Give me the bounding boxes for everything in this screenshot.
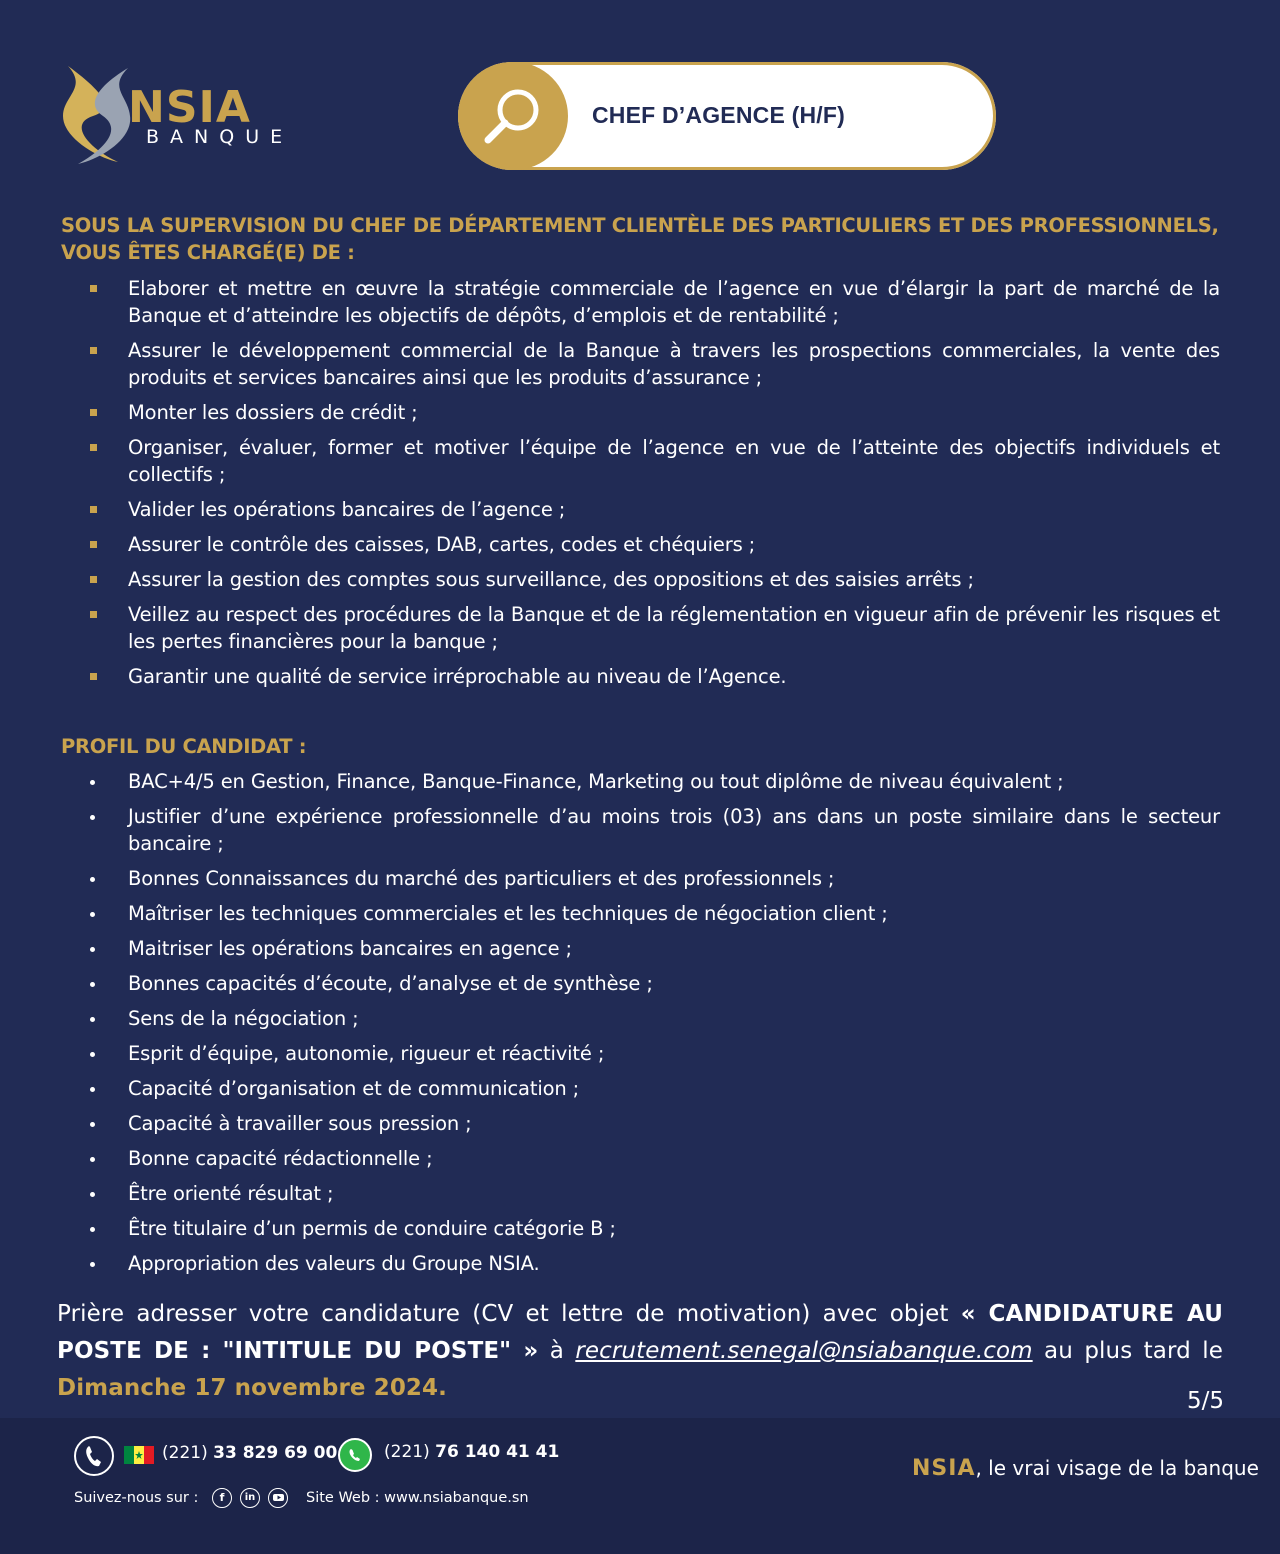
bullet-icon xyxy=(90,982,95,987)
list-item-text: Esprit d’équipe, autonomie, rigueur et réactivité ; xyxy=(128,1042,605,1065)
tagline-text: , le vrai visage de la banque xyxy=(975,1456,1259,1480)
page-number: 5/5 xyxy=(1186,1388,1224,1414)
bullet-icon xyxy=(90,506,97,513)
phone-prefix: (221) xyxy=(162,1443,214,1463)
list-item xyxy=(88,900,1220,927)
bullet-icon xyxy=(90,541,97,548)
footer xyxy=(0,1418,1280,1554)
search-badge xyxy=(458,62,568,170)
apply-text: au plus tard le xyxy=(1032,1338,1223,1364)
brand-subtitle: BANQUE xyxy=(146,126,294,148)
list-item xyxy=(88,275,1220,329)
list-item xyxy=(88,803,1220,857)
list-item-text: Assurer le développement commercial de la Banque à travers les prospections commerciales, la vente des produits et services bancaires ainsi que les produits d’assurance ; xyxy=(128,339,1220,389)
missions-title: SOUS LA SUPERVISION DU CHEF DE DÉPARTEMENT CLIENTÈLE DES PARTICULIERS ET DES PROFESSIONNELS, VOUS ÊTES CHARGÉ(E) DE : xyxy=(61,214,1219,264)
bullet-icon xyxy=(90,576,97,583)
job-title: CHEF D’AGENCE (H/F) xyxy=(592,102,845,128)
senegal-flag-icon xyxy=(124,1446,154,1464)
apply-text: à xyxy=(538,1338,576,1364)
list-item-text: Être orienté résultat ; xyxy=(128,1182,334,1205)
bullet-icon xyxy=(90,1122,95,1127)
phone-value: 33 829 69 00 xyxy=(213,1443,338,1463)
list-item xyxy=(88,1180,1220,1207)
list-item-text: Veillez au respect des procédures de la Banque et de la réglementation en vigueur afin de prévenir les risques et les pertes financières pour la banque ; xyxy=(128,603,1220,653)
bullet-icon xyxy=(90,1157,95,1162)
bullet-icon xyxy=(90,1192,95,1197)
bullet-icon xyxy=(90,815,95,820)
whatsapp-number[interactable] xyxy=(384,1442,559,1462)
whatsapp-value: 76 140 41 41 xyxy=(435,1442,560,1462)
list-item-text: Bonnes Connaissances du marché des particuliers et des professionnels ; xyxy=(128,867,835,890)
bullet-icon xyxy=(90,285,97,292)
list-item xyxy=(88,663,1220,690)
linkedin-icon[interactable]: in xyxy=(240,1488,260,1508)
list-item-text: Bonne capacité rédactionnelle ; xyxy=(128,1147,433,1170)
bullet-icon xyxy=(90,444,97,451)
list-item xyxy=(88,1040,1220,1067)
bullet-icon xyxy=(90,877,95,882)
brand-name: NSIA xyxy=(128,82,251,133)
list-item-text: BAC+4/5 en Gestion, Finance, Banque-Finance, Marketing ou tout diplôme de niveau équivalent ; xyxy=(128,770,1064,793)
bullet-icon xyxy=(90,912,95,917)
bullet-icon xyxy=(90,611,97,618)
list-item-text: Assurer la gestion des comptes sous surveillance, des oppositions et des saisies arrêts ; xyxy=(128,568,974,591)
list-item xyxy=(88,1215,1220,1242)
list-item xyxy=(88,1075,1220,1102)
list-item xyxy=(88,601,1220,655)
list-item-text: Garantir une qualité de service irréprochable au niveau de l’Agence. xyxy=(128,665,787,688)
list-item xyxy=(88,1110,1220,1137)
website-link[interactable]: Site Web : www.nsiabanque.sn xyxy=(306,1490,529,1506)
job-title-banner xyxy=(458,62,996,170)
profile-title: PROFIL DU CANDIDAT : xyxy=(61,735,307,758)
list-item xyxy=(88,1250,1220,1277)
bullet-icon xyxy=(90,947,95,952)
tagline xyxy=(912,1456,1259,1481)
bullet-icon xyxy=(90,673,97,680)
list-item xyxy=(88,768,1220,795)
deadline: Dimanche 17 novembre 2024 xyxy=(57,1375,439,1401)
list-item-text: Elaborer et mettre en œuvre la stratégie commerciale de l’agence en vue d’élargir la part de marché de la Banque et d’atteindre les objectifs de dépôts, d’emplois et de rentabilité ; xyxy=(128,277,1220,327)
bullet-icon xyxy=(90,1262,95,1267)
list-item xyxy=(88,434,1220,488)
search-icon xyxy=(480,84,546,150)
profile-list xyxy=(88,768,1220,1285)
list-item-text: Capacité d’organisation et de communication ; xyxy=(128,1077,580,1100)
list-item xyxy=(88,399,1220,426)
list-item-text: Organiser, évaluer, former et motiver l’équipe de l’agence en vue de l’atteinte des objectifs individuels et collectifs ; xyxy=(128,436,1220,486)
application-instructions xyxy=(57,1296,1223,1407)
bullet-icon xyxy=(90,1227,95,1232)
youtube-icon[interactable] xyxy=(268,1488,288,1508)
list-item-text: Sens de la négociation ; xyxy=(128,1007,359,1030)
list-item xyxy=(88,935,1220,962)
list-item xyxy=(88,496,1220,523)
list-item-text: Assurer le contrôle des caisses, DAB, cartes, codes et chéquiers ; xyxy=(128,533,756,556)
list-item-text: Être titulaire d’un permis de conduire catégorie B ; xyxy=(128,1217,616,1240)
apply-text: Prière adresser votre candidature (CV et lettre de motivation) avec objet xyxy=(57,1301,961,1327)
phone-icon xyxy=(74,1436,114,1476)
tagline-brand: NSIA xyxy=(912,1456,976,1481)
bullet-icon xyxy=(90,780,95,785)
email-link[interactable]: recrutement.senegal@nsiabanque.com xyxy=(575,1338,1033,1364)
list-item-text: Monter les dossiers de crédit ; xyxy=(128,401,418,424)
list-item xyxy=(88,1145,1220,1172)
list-item xyxy=(88,566,1220,593)
bullet-icon xyxy=(90,1087,95,1092)
bullet-icon xyxy=(90,1052,95,1057)
list-item-text: Valider les opérations bancaires de l’agence ; xyxy=(128,498,566,521)
facebook-icon[interactable]: f xyxy=(212,1488,232,1508)
phone-number[interactable] xyxy=(162,1443,337,1463)
bullet-icon xyxy=(90,409,97,416)
nsia-logo-icon xyxy=(58,58,138,170)
list-item xyxy=(88,1005,1220,1032)
list-item-text: Bonnes capacités d’écoute, d’analyse et de synthèse ; xyxy=(128,972,653,995)
list-item xyxy=(88,970,1220,997)
bullet-icon xyxy=(90,347,97,354)
bullet-icon xyxy=(90,1017,95,1022)
list-item-text: Maîtriser les techniques commerciales et les techniques de négociation client ; xyxy=(128,902,888,925)
missions-list xyxy=(88,275,1220,698)
list-item-text: Capacité à travailler sous pression ; xyxy=(128,1112,472,1135)
list-item-text: Appropriation des valeurs du Groupe NSIA. xyxy=(128,1252,540,1275)
apply-end: . xyxy=(438,1375,447,1401)
list-item xyxy=(88,337,1220,391)
list-item-text: Maitriser les opérations bancaires en agence ; xyxy=(128,937,572,960)
list-item-text: Justifier d’une expérience professionnelle d’au moins trois (03) ans dans un poste similaire dans le secteur bancaire ; xyxy=(128,805,1220,855)
nsia-logo xyxy=(58,58,308,173)
apply-subject: « CANDIDATURE AU POSTE DE : "INTITULE DU POSTE" » xyxy=(57,1301,1224,1364)
list-item xyxy=(88,865,1220,892)
whatsapp-icon xyxy=(338,1438,372,1472)
list-item xyxy=(88,531,1220,558)
whatsapp-prefix: (221) xyxy=(384,1442,436,1462)
follow-label: Suivez-nous sur : xyxy=(74,1490,199,1506)
